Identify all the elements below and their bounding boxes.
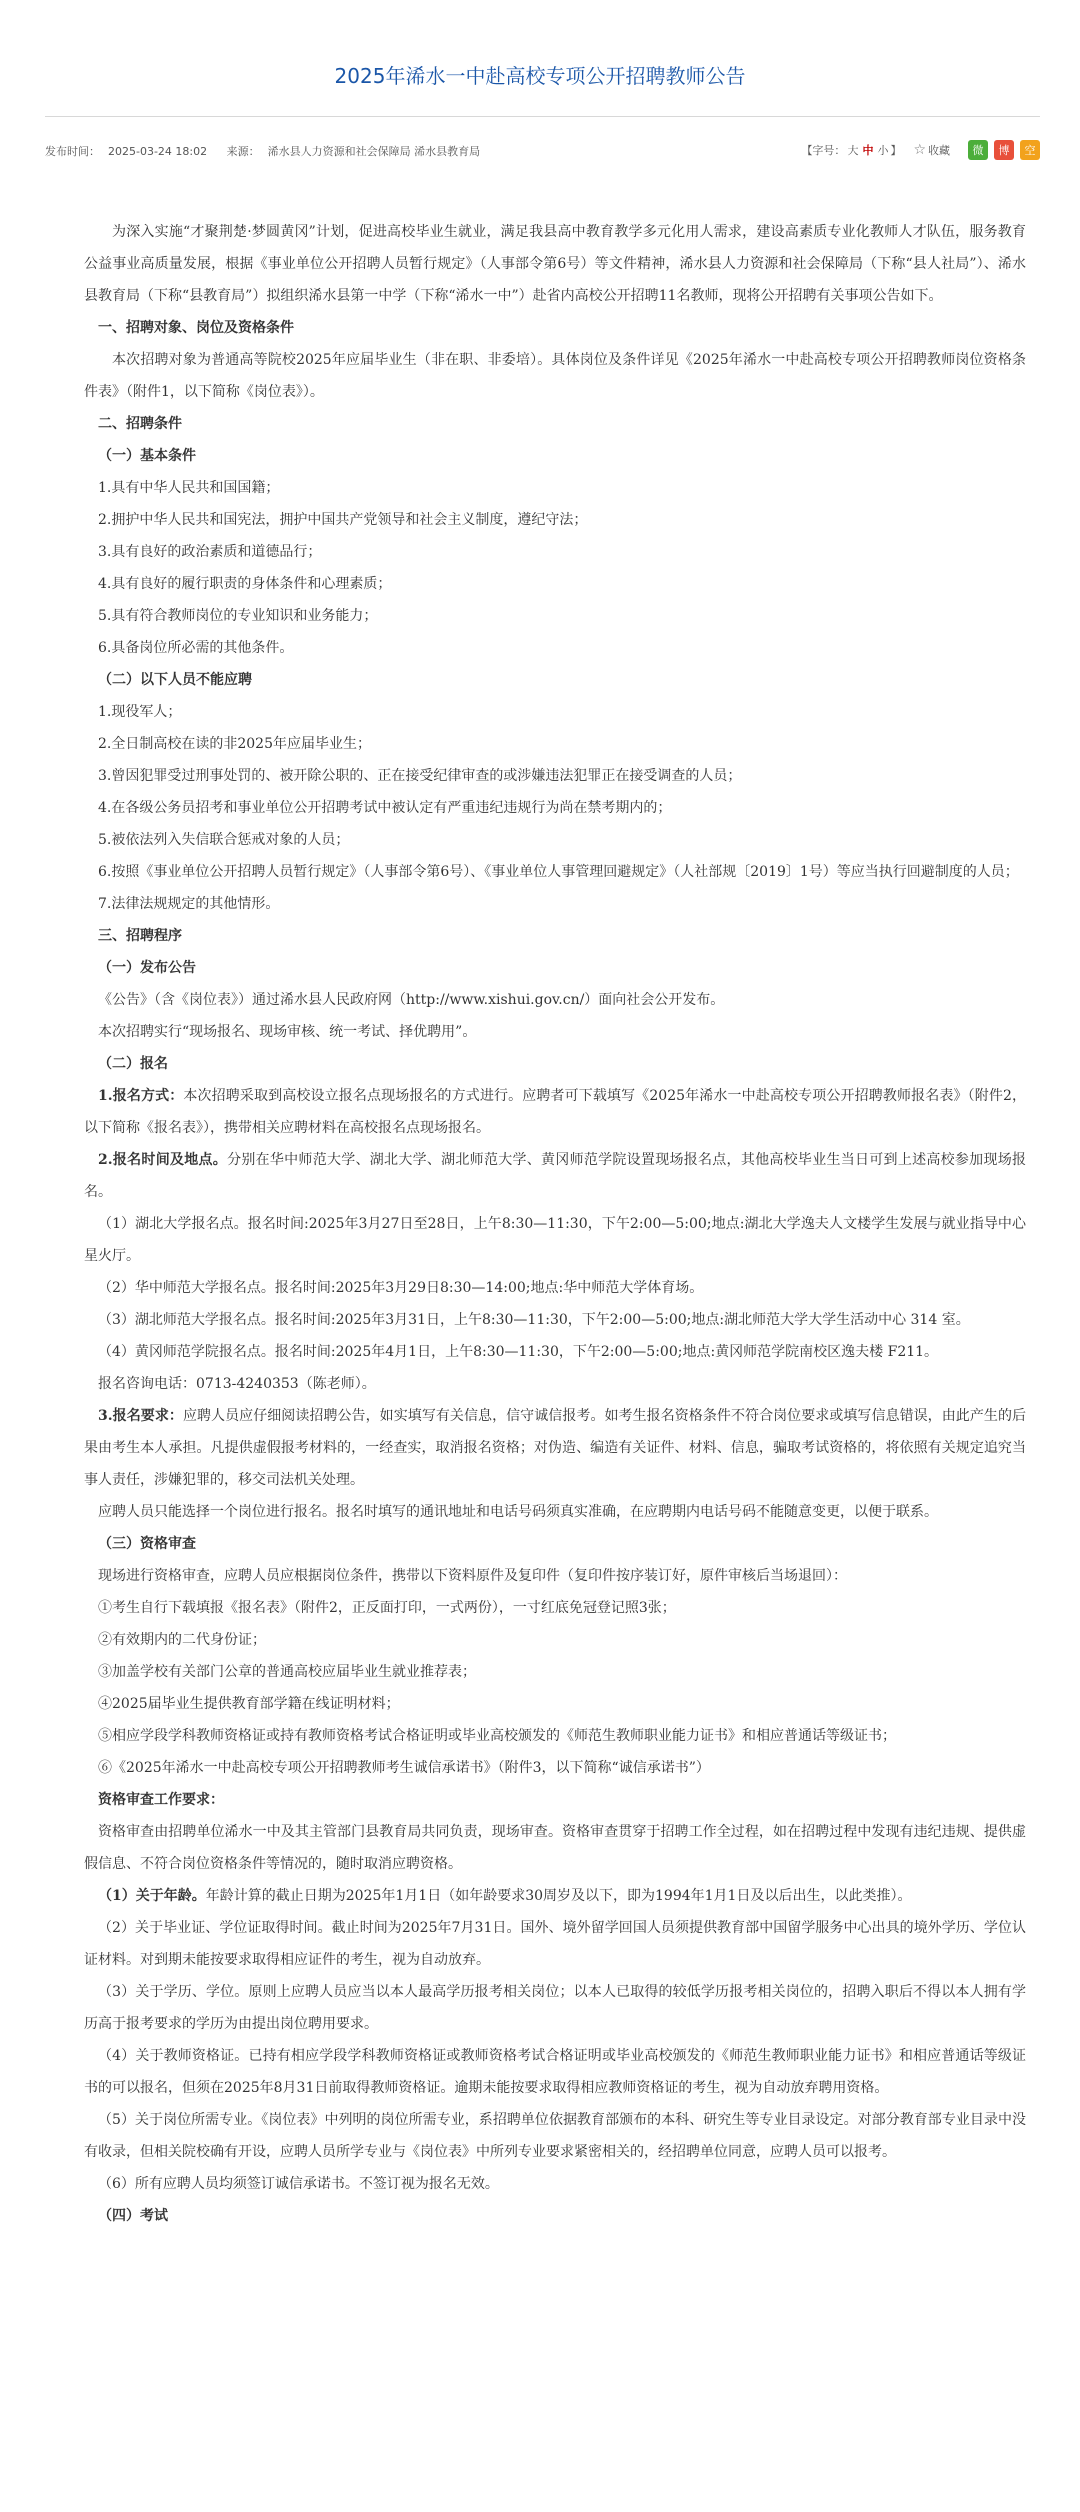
article-meta-info bbox=[45, 143, 496, 159]
list-item: 4.具有良好的履行职责的身体条件和心理素质； bbox=[98, 576, 392, 592]
article-title: 2025年浠水一中赴高校专项公开招聘教师公告 bbox=[334, 64, 746, 88]
section-heading: 三、招聘程序 bbox=[98, 928, 182, 944]
inline-label: 2.报名时间及地点。 bbox=[98, 1152, 228, 1168]
subsection-heading: （一）发布公告 bbox=[98, 960, 196, 976]
list-item: ⑤相应学段学科教师资格证或持有教师资格考试合格证明或毕业高校颁发的《师范生教师职业能力证书》和相应普通话等级证书； bbox=[98, 1728, 896, 1744]
subsection-heading: （四）考试 bbox=[98, 2208, 168, 2224]
body-paragraph: （1）湖北大学报名点。报名时间:2025年3月27日至28日，上午8:30—11:30，下午2:00—5:00;地点:湖北大学逸夫人文楼学生发展与就业指导中心星火厅。 bbox=[84, 1216, 1026, 1264]
favorite-label: 收藏 bbox=[928, 144, 950, 157]
share-qzone-button[interactable] bbox=[1020, 140, 1040, 160]
list-item: ④2025届毕业生提供教育部学籍在线证明材料； bbox=[98, 1696, 400, 1712]
source-value: 浠水县人力资源和社会保障局 浠水县教育局 bbox=[267, 145, 481, 158]
font-size-small-button[interactable]: 小 bbox=[877, 144, 889, 157]
weibo-icon: 博 bbox=[998, 144, 1010, 157]
wechat-icon: 微 bbox=[972, 144, 984, 157]
body-paragraph: 报名咨询电话：0713-4240353（陈老师）。 bbox=[98, 1376, 376, 1392]
inline-text: 本次招聘采取到高校设立报名点现场报名的方式进行。应聘者可下载填写《2025年浠水一中赴高校专项公开招聘教师报名表》（附件2，以下简称《报名表》），携带相关应聘材料在高校报名点现场报名。 bbox=[84, 1088, 1026, 1136]
section-heading: 二、招聘条件 bbox=[98, 416, 182, 432]
title-divider bbox=[45, 116, 1040, 117]
subsection-heading: （一）基本条件 bbox=[98, 448, 196, 464]
body-paragraph: 资格审查由招聘单位浠水一中及其主管部门县教育局共同负责，现场审查。资格审查贯穿于招聘工作全过程，如在招聘过程中发现有违纪违规、提供虚假信息、不符合岗位资格条件等情况的，随时取消应聘资格。 bbox=[84, 1824, 1026, 1872]
body-paragraph: 现场进行资格审查，应聘人员应根据岗位条件，携带以下资料原件及复印件（复印件按序装订好，原件审核后当场退回）： bbox=[98, 1568, 847, 1584]
body-paragraph bbox=[84, 1144, 1026, 1208]
body-paragraph: 应聘人员只能选择一个岗位进行报名。报名时填写的通讯地址和电话号码须真实准确，在应聘期内电话号码不能随意变更，以便于联系。 bbox=[98, 1504, 938, 1520]
list-item: 5.具有符合教师岗位的专业知识和业务能力； bbox=[98, 608, 378, 624]
body-paragraph: （4）黄冈师范学院报名点。报名时间:2025年4月1日，上午8:30—11:30，下午2:00—5:00;地点:黄冈师范学院南校区逸夫楼 F211。 bbox=[98, 1344, 939, 1360]
list-item: 7.法律法规规定的其他情形。 bbox=[98, 896, 280, 912]
list-item: ②有效期内的二代身份证； bbox=[98, 1632, 266, 1648]
font-size-close-bracket: 】 bbox=[890, 144, 902, 157]
share-wechat-button[interactable] bbox=[968, 140, 988, 160]
publish-time-value: 2025-03-24 18:02 bbox=[108, 145, 208, 158]
source-label: 来源： bbox=[226, 145, 260, 158]
body-paragraph: 本次招聘对象为普通高等院校2025年应届毕业生（非在职、非委培）。具体岗位及条件详见《2025年浠水一中赴高校专项公开招聘教师岗位资格条件表》（附件1，以下简称《岗位表》）。 bbox=[84, 352, 1026, 400]
font-size-label: 【字号： bbox=[801, 144, 846, 157]
list-item: ⑥《2025年浠水一中赴高校专项公开招聘教师考生诚信承诺书》（附件3，以下简称“诚信承诺书”） bbox=[98, 1760, 710, 1776]
article-meta-bar bbox=[45, 140, 1040, 162]
article-source bbox=[227, 145, 489, 158]
list-item: 3.具有良好的政治素质和道德品行； bbox=[98, 544, 322, 560]
publish-time-label: 发布时间： bbox=[45, 145, 100, 158]
list-item: 5.被依法列入失信联合惩戒对象的人员； bbox=[98, 832, 350, 848]
subsection-heading: 资格审查工作要求： bbox=[98, 1792, 224, 1808]
body-paragraph: 为深入实施“才聚荆楚·梦圆黄冈”计划，促进高校毕业生就业，满足我县高中教育教学多元化用人需求，建设高素质专业化教师人才队伍，服务教育公益事业高质量发展，根据《事业单位公开招聘人员暂行规定》（人事部令第6号）等文件精神，浠水县人力资源和社会保障局（下称“县人社局”）、浠水县教育局（下称“县教育局”）拟组织浠水县第一中学（下称“浠水一中”）赴省内高校公开招聘11名教师，现将公开招聘有关事项公告如下。 bbox=[84, 224, 1026, 304]
publish-time bbox=[45, 145, 215, 158]
list-item: 1.具有中华人民共和国国籍； bbox=[98, 480, 280, 496]
body-paragraph: （3）关于学历、学位。原则上应聘人员应当以本人最高学历报考相关岗位；以本人已取得的较低学历报考相关岗位的，招聘入职后不得以本人拥有学历高于报考要求的学历为由提出岗位聘用要求。 bbox=[84, 1984, 1026, 2032]
favorite-button[interactable] bbox=[913, 142, 950, 158]
star-icon: ☆ bbox=[913, 142, 926, 158]
inline-label: （1）关于年龄。 bbox=[98, 1888, 206, 1904]
list-item: 2.全日制高校在读的非2025年应届毕业生； bbox=[98, 736, 371, 752]
share-weibo-button[interactable] bbox=[994, 140, 1014, 160]
body-paragraph: 《公告》（含《岗位表》）通过浠水县人民政府网（http://www.xishui.gov.cn/）面向社会公开发布。 bbox=[98, 992, 725, 1008]
body-paragraph: （6）所有应聘人员均须签订诚信承诺书。不签订视为报名无效。 bbox=[98, 2176, 499, 2192]
inline-label: 1.报名方式： bbox=[98, 1088, 184, 1104]
article-body bbox=[84, 216, 1026, 2232]
list-item: 3.曾因犯罪受过刑事处罚的、被开除公职的、正在接受纪律审查的或涉嫌违法犯罪正在接受调查的人员； bbox=[98, 768, 742, 784]
subsection-heading: （二）以下人员不能应聘 bbox=[98, 672, 252, 688]
font-size-medium-button[interactable]: 中 bbox=[862, 144, 874, 157]
qzone-icon: 空 bbox=[1024, 144, 1036, 157]
article-toolbar bbox=[801, 140, 1040, 160]
body-paragraph: 本次招聘实行“现场报名、现场审核、统一考试、择优聘用”。 bbox=[98, 1024, 477, 1040]
subsection-heading: （三）资格审查 bbox=[98, 1536, 196, 1552]
body-paragraph bbox=[84, 1400, 1026, 1496]
body-paragraph: （3）湖北师范大学报名点。报名时间:2025年3月31日，上午8:30—11:30，下午2:00—5:00;地点:湖北师范大学大学生活动中心 314 室。 bbox=[98, 1312, 970, 1328]
list-item: 6.按照《事业单位公开招聘人员暂行规定》（人事部令第6号）、《事业单位人事管理回避规定》（人社部规〔2019〕1号）等应当执行回避制度的人员； bbox=[98, 864, 1019, 880]
list-item: 6.具备岗位所必需的其他条件。 bbox=[98, 640, 294, 656]
inline-text: 应聘人员应仔细阅读招聘公告，如实填写有关信息，信守诚信报考。如考生报名资格条件不符合岗位要求或填写信息错误，由此产生的后果由考生本人承担。凡提供虚假报考材料的，一经查实，取消报名资格；对伪造、编造有关证件、材料、信息，骗取考试资格的，将依照有关规定追究当事人责任，涉嫌犯罪的，移交司法机关处理。 bbox=[84, 1408, 1026, 1488]
inline-label: 3.报名要求： bbox=[98, 1408, 183, 1424]
list-item: ①考生自行下载填报《报名表》（附件2，正反面打印，一式两份），一寸红底免冠登记照3张； bbox=[98, 1600, 676, 1616]
body-paragraph bbox=[84, 1880, 1026, 1912]
body-paragraph: （2）华中师范大学报名点。报名时间:2025年3月29日8:30—14:00;地点:华中师范大学体育场。 bbox=[98, 1280, 704, 1296]
inline-text: 分别在华中师范大学、湖北大学、湖北师范大学、黄冈师范学院设置现场报名点，其他高校毕业生当日可到上述高校参加现场报名。 bbox=[84, 1152, 1026, 1200]
list-item: 2.拥护中华人民共和国宪法，拥护中国共产党领导和社会主义制度，遵纪守法； bbox=[98, 512, 588, 528]
body-paragraph bbox=[84, 1080, 1026, 1144]
body-paragraph: （5）关于岗位所需专业。《岗位表》中列明的岗位所需专业，系招聘单位依据教育部颁布的本科、研究生等专业目录设定。对部分教育部专业目录中没有收录，但相关院校确有开设，应聘人员所学专业与《岗位表》中所列专业要求紧密相关的，经招聘单位同意，应聘人员可以报考。 bbox=[84, 2112, 1026, 2160]
list-item: 4.在各级公务员招考和事业单位公开招聘考试中被认定有严重违纪违规行为尚在禁考期内的； bbox=[98, 800, 672, 816]
list-item: ③加盖学校有关部门公章的普通高校应届毕业生就业推荐表； bbox=[98, 1664, 476, 1680]
inline-text: 年龄计算的截止日期为2025年1月1日（如年龄要求30周岁及以下，即为1994年1月1日及以后出生，以此类推）。 bbox=[205, 1888, 912, 1904]
subsection-heading: （二）报名 bbox=[98, 1056, 168, 1072]
section-heading: 一、招聘对象、岗位及资格条件 bbox=[98, 320, 294, 336]
body-paragraph: （2）关于毕业证、学位证取得时间。截止时间为2025年7月31日。国外、境外留学回国人员须提供教育部中国留学服务中心出具的境外学历、学位认证材料。对到期未能按要求取得相应证件的考生，视为自动放弃。 bbox=[84, 1920, 1026, 1968]
list-item: 1.现役军人； bbox=[98, 704, 182, 720]
body-paragraph: （4）关于教师资格证。已持有相应学段学科教师资格证或教师资格考试合格证明或毕业高校颁发的《师范生教师职业能力证书》和相应普通话等级证书的可以报名，但须在2025年8月31日前取得教师资格证。逾期未能按要求取得相应教师资格证的考生，视为自动放弃聘用资格。 bbox=[84, 2048, 1026, 2096]
font-size-large-button[interactable]: 大 bbox=[847, 144, 859, 157]
